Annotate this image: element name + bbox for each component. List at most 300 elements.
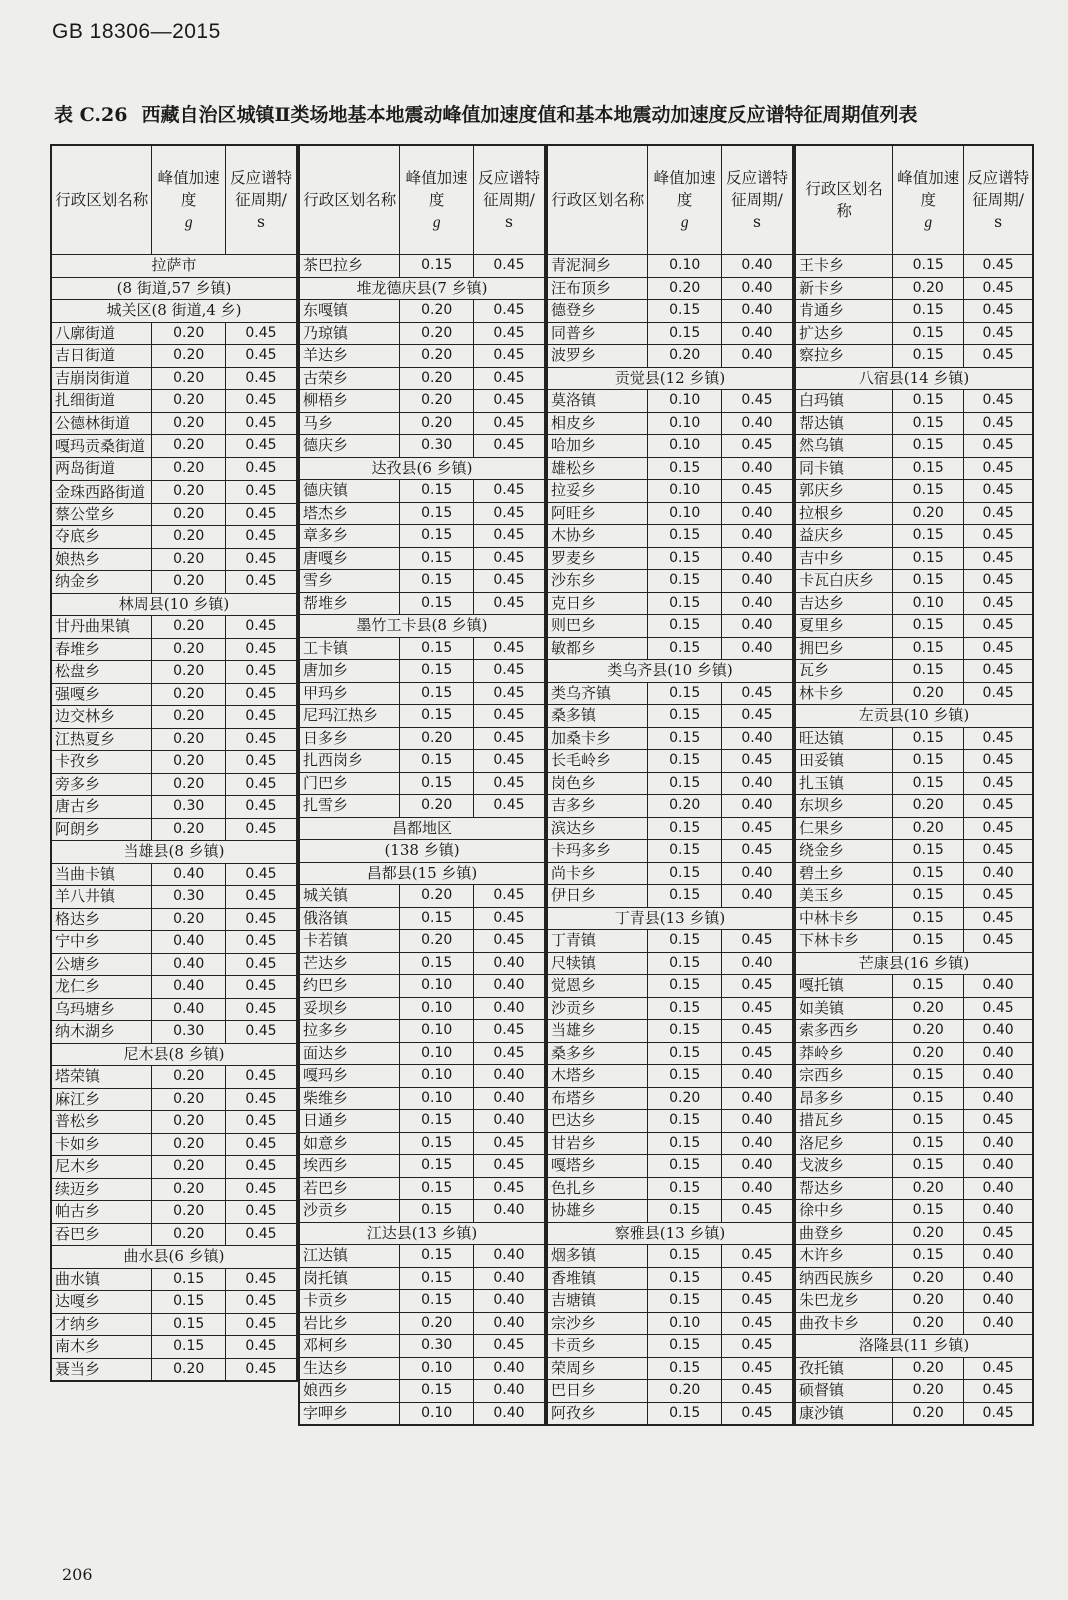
table-row — [300, 795, 545, 818]
peak-acceleration: 0.20 — [152, 638, 226, 661]
division-name: 木协乡 — [548, 525, 648, 548]
peak-acceleration: 0.10 — [648, 390, 722, 413]
division-name: 拉多乡 — [300, 1020, 400, 1043]
characteristic-period: 0.45 — [473, 345, 544, 368]
division-name: 面达乡 — [300, 1042, 400, 1065]
header-name: 行政区划名称 — [548, 146, 648, 255]
characteristic-period: 0.40 — [964, 1245, 1033, 1268]
table-row — [548, 705, 793, 728]
characteristic-period: 0.45 — [473, 322, 544, 345]
table-row — [300, 952, 545, 975]
peak-acceleration: 0.15 — [648, 1290, 722, 1313]
table-row — [796, 682, 1033, 705]
characteristic-period: 0.45 — [721, 705, 792, 728]
peak-acceleration: 0.15 — [648, 772, 722, 795]
region-heading-row — [796, 952, 1033, 975]
peak-acceleration: 0.20 — [152, 728, 226, 751]
peak-acceleration: 0.20 — [152, 480, 226, 503]
characteristic-period: 0.45 — [964, 322, 1033, 345]
header-pga-unit: g — [924, 213, 933, 231]
division-name: 仁果乡 — [796, 817, 893, 840]
table-row — [548, 322, 793, 345]
characteristic-period: 0.45 — [225, 1156, 296, 1179]
characteristic-period: 0.45 — [225, 863, 296, 886]
characteristic-period: 0.40 — [964, 1042, 1033, 1065]
division-name: 工卡镇 — [300, 637, 400, 660]
division-name: 莫洛镇 — [548, 390, 648, 413]
characteristic-period: 0.40 — [473, 1290, 544, 1313]
peak-acceleration: 0.20 — [893, 682, 964, 705]
table-row — [548, 1087, 793, 1110]
table-row — [796, 975, 1033, 998]
table-row — [548, 1245, 793, 1268]
division-name: 纳金乡 — [52, 571, 152, 594]
characteristic-period: 0.45 — [964, 300, 1033, 323]
peak-acceleration: 0.20 — [893, 1290, 964, 1313]
characteristic-period: 0.45 — [225, 1066, 296, 1089]
division-name: 夏里乡 — [796, 615, 893, 638]
table-row — [300, 412, 545, 435]
characteristic-period: 0.40 — [721, 862, 792, 885]
table-row — [300, 547, 545, 570]
region-heading-row — [300, 840, 545, 863]
peak-acceleration: 0.15 — [893, 1065, 964, 1088]
table-row — [796, 412, 1033, 435]
division-name: 嘎塔乡 — [548, 1155, 648, 1178]
peak-acceleration: 0.15 — [648, 885, 722, 908]
division-name: 普松乡 — [52, 1111, 152, 1134]
characteristic-period: 0.40 — [964, 1290, 1033, 1313]
region-heading-row — [796, 1335, 1033, 1358]
characteristic-period: 0.45 — [964, 817, 1033, 840]
peak-acceleration: 0.15 — [893, 322, 964, 345]
table-row — [548, 1155, 793, 1178]
region-heading-row — [300, 277, 545, 300]
table-row — [52, 886, 297, 909]
table-row — [796, 637, 1033, 660]
table-row — [548, 480, 793, 503]
table-row — [548, 525, 793, 548]
characteristic-period: 0.45 — [225, 773, 296, 796]
peak-acceleration: 0.20 — [648, 1087, 722, 1110]
characteristic-period: 0.45 — [225, 751, 296, 774]
division-name: 王卡乡 — [796, 255, 893, 278]
table-row — [52, 1313, 297, 1336]
characteristic-period: 0.45 — [964, 502, 1033, 525]
characteristic-period: 0.40 — [721, 952, 792, 975]
table-row — [796, 345, 1033, 368]
region-heading-row — [548, 1222, 793, 1245]
table-row — [52, 435, 297, 458]
table-row — [548, 975, 793, 998]
characteristic-period: 0.40 — [473, 1065, 544, 1088]
division-name: 嘎玛贡桑街道 — [52, 435, 152, 458]
characteristic-period: 0.45 — [964, 840, 1033, 863]
division-name: 拥巴乡 — [796, 637, 893, 660]
peak-acceleration: 0.15 — [893, 975, 964, 998]
characteristic-period: 0.45 — [473, 502, 544, 525]
peak-acceleration: 0.15 — [648, 1402, 722, 1425]
division-name: 纳西民族乡 — [796, 1267, 893, 1290]
division-name: 拉根乡 — [796, 502, 893, 525]
division-name: 俄洛镇 — [300, 907, 400, 930]
table-row — [796, 727, 1033, 750]
characteristic-period: 0.45 — [473, 1042, 544, 1065]
characteristic-period: 0.45 — [721, 997, 792, 1020]
table-row — [300, 1335, 545, 1358]
peak-acceleration: 0.10 — [400, 1020, 474, 1043]
region-heading: 当雄县(8 乡镇) — [52, 841, 297, 864]
table-row — [548, 862, 793, 885]
table-row — [52, 1111, 297, 1134]
table-row — [52, 931, 297, 954]
division-name: 肯通乡 — [796, 300, 893, 323]
division-name: 白玛镇 — [796, 390, 893, 413]
characteristic-period: 0.40 — [964, 1155, 1033, 1178]
peak-acceleration: 0.15 — [400, 525, 474, 548]
characteristic-period: 0.45 — [225, 1133, 296, 1156]
peak-acceleration: 0.40 — [152, 976, 226, 999]
peak-acceleration: 0.15 — [648, 1132, 722, 1155]
table-row — [796, 1245, 1033, 1268]
characteristic-period: 0.45 — [225, 931, 296, 954]
characteristic-period: 0.45 — [964, 682, 1033, 705]
peak-acceleration: 0.15 — [893, 772, 964, 795]
table-row — [300, 660, 545, 683]
table-row — [300, 502, 545, 525]
peak-acceleration: 0.15 — [152, 1336, 226, 1359]
table-row — [52, 638, 297, 661]
peak-acceleration: 0.15 — [400, 682, 474, 705]
table-row — [300, 705, 545, 728]
peak-acceleration: 0.15 — [400, 502, 474, 525]
table-row — [548, 570, 793, 593]
peak-acceleration: 0.20 — [400, 412, 474, 435]
table-row — [548, 1267, 793, 1290]
characteristic-period: 0.45 — [473, 795, 544, 818]
division-name: 扩达乡 — [796, 322, 893, 345]
table-row — [548, 255, 793, 278]
peak-acceleration: 0.10 — [893, 592, 964, 615]
division-name: 戈波乡 — [796, 1155, 893, 1178]
characteristic-period: 0.45 — [964, 592, 1033, 615]
region-heading: 丁青县(13 乡镇) — [548, 907, 793, 930]
peak-acceleration: 0.20 — [152, 458, 226, 481]
peak-acceleration: 0.15 — [648, 1177, 722, 1200]
characteristic-period: 0.40 — [964, 1065, 1033, 1088]
data-table — [299, 145, 545, 1425]
peak-acceleration: 0.15 — [648, 1020, 722, 1043]
division-name: 朱巴龙乡 — [796, 1290, 893, 1313]
peak-acceleration: 0.15 — [400, 1200, 474, 1223]
peak-acceleration: 0.20 — [152, 706, 226, 729]
division-name: 德庆镇 — [300, 480, 400, 503]
division-name: 中林卡乡 — [796, 907, 893, 930]
division-name: 罗麦乡 — [548, 547, 648, 570]
division-name: 若巴乡 — [300, 1177, 400, 1200]
header-pga — [893, 146, 964, 255]
table-row — [796, 277, 1033, 300]
table-row — [52, 683, 297, 706]
peak-acceleration: 0.20 — [893, 1357, 964, 1380]
table-row — [300, 592, 545, 615]
region-heading-row — [52, 300, 297, 323]
characteristic-period: 0.40 — [721, 570, 792, 593]
division-name: 约巴乡 — [300, 975, 400, 998]
peak-acceleration: 0.40 — [152, 931, 226, 954]
division-name: 波罗乡 — [548, 345, 648, 368]
characteristic-period: 0.45 — [225, 390, 296, 413]
peak-acceleration: 0.20 — [152, 1178, 226, 1201]
table-row — [300, 1267, 545, 1290]
division-name: 卡如乡 — [52, 1133, 152, 1156]
table-row — [52, 390, 297, 413]
table-row — [300, 1290, 545, 1313]
peak-acceleration: 0.20 — [152, 661, 226, 684]
table-number: 表 C.26 — [54, 104, 128, 126]
peak-acceleration: 0.20 — [400, 367, 474, 390]
region-heading: (8 街道,57 乡镇) — [52, 277, 297, 300]
region-heading-row — [300, 862, 545, 885]
characteristic-period: 0.45 — [225, 1336, 296, 1359]
table-row — [548, 1110, 793, 1133]
characteristic-period: 0.45 — [721, 817, 792, 840]
characteristic-period: 0.45 — [964, 660, 1033, 683]
header-period-label: 反应谱特征周期/ — [477, 169, 540, 209]
peak-acceleration: 0.15 — [400, 255, 474, 278]
division-name: 措瓦乡 — [796, 1110, 893, 1133]
peak-acceleration: 0.30 — [152, 1021, 226, 1044]
division-name: 瓦乡 — [796, 660, 893, 683]
division-name: 马乡 — [300, 412, 400, 435]
table-column-4 — [794, 144, 1034, 1426]
characteristic-period: 0.45 — [225, 953, 296, 976]
characteristic-period: 0.40 — [964, 975, 1033, 998]
peak-acceleration: 0.15 — [400, 480, 474, 503]
division-name: 曲水镇 — [52, 1268, 152, 1291]
peak-acceleration: 0.15 — [400, 1110, 474, 1133]
division-name: 生达乡 — [300, 1357, 400, 1380]
characteristic-period: 0.40 — [721, 1177, 792, 1200]
characteristic-period: 0.40 — [721, 547, 792, 570]
table-row — [796, 502, 1033, 525]
peak-acceleration: 0.20 — [152, 526, 226, 549]
characteristic-period: 0.45 — [473, 907, 544, 930]
characteristic-period: 0.40 — [473, 1267, 544, 1290]
region-heading: 江达县(13 乡镇) — [300, 1222, 545, 1245]
peak-acceleration: 0.20 — [893, 997, 964, 1020]
characteristic-period: 0.45 — [964, 255, 1033, 278]
table-row — [796, 1020, 1033, 1043]
peak-acceleration: 0.15 — [648, 592, 722, 615]
division-name: 甘岩乡 — [548, 1132, 648, 1155]
characteristic-period: 0.40 — [473, 1402, 544, 1425]
characteristic-period: 0.45 — [473, 570, 544, 593]
division-name: 加桑卡乡 — [548, 727, 648, 750]
region-heading-row — [52, 1043, 297, 1066]
characteristic-period: 0.45 — [225, 435, 296, 458]
region-heading-row — [52, 255, 297, 278]
division-name: 觉恩乡 — [548, 975, 648, 998]
characteristic-period: 0.45 — [225, 480, 296, 503]
division-name: 帮达乡 — [796, 1177, 893, 1200]
table-row — [548, 1380, 793, 1403]
characteristic-period: 0.40 — [473, 1357, 544, 1380]
division-name: 吞巴乡 — [52, 1223, 152, 1246]
characteristic-period: 0.40 — [721, 885, 792, 908]
characteristic-period: 0.40 — [721, 772, 792, 795]
peak-acceleration: 0.15 — [893, 660, 964, 683]
characteristic-period: 0.45 — [473, 930, 544, 953]
table-row — [548, 277, 793, 300]
table-row — [548, 1200, 793, 1223]
peak-acceleration: 0.10 — [400, 1402, 474, 1425]
division-name: 桑多镇 — [548, 705, 648, 728]
characteristic-period: 0.45 — [721, 930, 792, 953]
header-period — [721, 146, 792, 255]
peak-acceleration: 0.20 — [152, 571, 226, 594]
characteristic-period: 0.45 — [473, 1020, 544, 1043]
peak-acceleration: 0.20 — [893, 1380, 964, 1403]
table-row — [548, 390, 793, 413]
division-name: 唐嘎乡 — [300, 547, 400, 570]
table-row — [548, 1177, 793, 1200]
table-row — [52, 1291, 297, 1314]
peak-acceleration: 0.20 — [648, 795, 722, 818]
peak-acceleration: 0.20 — [400, 885, 474, 908]
table-row — [796, 772, 1033, 795]
peak-acceleration: 0.15 — [648, 547, 722, 570]
peak-acceleration: 0.15 — [400, 570, 474, 593]
peak-acceleration: 0.15 — [648, 525, 722, 548]
table-row — [300, 885, 545, 908]
peak-acceleration: 0.10 — [648, 435, 722, 458]
header-pga — [648, 146, 722, 255]
characteristic-period: 0.45 — [964, 885, 1033, 908]
characteristic-period: 0.40 — [473, 997, 544, 1020]
region-heading: 尼木县(8 乡镇) — [52, 1043, 297, 1066]
table-row — [52, 1268, 297, 1291]
division-name: 烟多镇 — [548, 1245, 648, 1268]
peak-acceleration: 0.15 — [893, 345, 964, 368]
division-name: 夺底乡 — [52, 526, 152, 549]
table-row — [52, 706, 297, 729]
peak-acceleration: 0.15 — [648, 1110, 722, 1133]
peak-acceleration: 0.20 — [893, 795, 964, 818]
table-row — [52, 818, 297, 841]
peak-acceleration: 0.20 — [152, 322, 226, 345]
division-name: 江热夏乡 — [52, 728, 152, 751]
division-name: 嘎玛乡 — [300, 1065, 400, 1088]
table-column-3 — [546, 144, 794, 1426]
peak-acceleration: 0.20 — [648, 345, 722, 368]
division-name: 羊达乡 — [300, 345, 400, 368]
table-row — [548, 1335, 793, 1358]
division-name: 章多乡 — [300, 525, 400, 548]
table-row — [300, 300, 545, 323]
peak-acceleration: 0.15 — [400, 907, 474, 930]
division-name: 香堆镇 — [548, 1267, 648, 1290]
characteristic-period: 0.40 — [721, 1087, 792, 1110]
table-row — [52, 1156, 297, 1179]
characteristic-period: 0.45 — [473, 525, 544, 548]
region-heading: 曲水县(6 乡镇) — [52, 1246, 297, 1269]
characteristic-period: 0.40 — [964, 1200, 1033, 1223]
region-heading: 左贡县(10 乡镇) — [796, 705, 1033, 728]
peak-acceleration: 0.20 — [893, 1267, 964, 1290]
peak-acceleration: 0.15 — [893, 637, 964, 660]
division-name: 扎西岗乡 — [300, 750, 400, 773]
peak-acceleration: 0.15 — [400, 1155, 474, 1178]
header-name: 行政区划名称 — [796, 146, 893, 255]
header-pga — [400, 146, 474, 255]
division-name: 岗色乡 — [548, 772, 648, 795]
peak-acceleration: 0.15 — [400, 1267, 474, 1290]
peak-acceleration: 0.15 — [152, 1313, 226, 1336]
division-name: 松盘乡 — [52, 661, 152, 684]
peak-acceleration: 0.20 — [400, 930, 474, 953]
division-name: 长毛岭乡 — [548, 750, 648, 773]
characteristic-period: 0.45 — [225, 503, 296, 526]
peak-acceleration: 0.20 — [152, 548, 226, 571]
peak-acceleration: 0.10 — [648, 255, 722, 278]
characteristic-period: 0.40 — [964, 1267, 1033, 1290]
characteristic-period: 0.40 — [721, 277, 792, 300]
peak-acceleration: 0.15 — [648, 930, 722, 953]
region-heading-row — [548, 907, 793, 930]
division-name: 宗西乡 — [796, 1065, 893, 1088]
standard-code: GB 18306—2015 — [52, 20, 221, 43]
division-name: 沙东乡 — [548, 570, 648, 593]
peak-acceleration: 0.15 — [893, 862, 964, 885]
division-name: 日通乡 — [300, 1110, 400, 1133]
division-name: 八廓街道 — [52, 322, 152, 345]
table-row — [548, 750, 793, 773]
characteristic-period: 0.45 — [225, 412, 296, 435]
division-name: 相皮乡 — [548, 412, 648, 435]
table-row — [300, 1402, 545, 1425]
table-row — [548, 637, 793, 660]
characteristic-period: 0.45 — [225, 322, 296, 345]
division-name: 康沙镇 — [796, 1402, 893, 1425]
division-name: 尚卡乡 — [548, 862, 648, 885]
peak-acceleration: 0.15 — [648, 615, 722, 638]
peak-acceleration: 0.15 — [400, 750, 474, 773]
table-row — [300, 1110, 545, 1133]
characteristic-period: 0.45 — [964, 435, 1033, 458]
table-row — [548, 682, 793, 705]
peak-acceleration: 0.20 — [893, 1312, 964, 1335]
peak-acceleration: 0.20 — [152, 1201, 226, 1224]
table-row — [796, 547, 1033, 570]
division-name: 硕督镇 — [796, 1380, 893, 1403]
division-name: 江达镇 — [300, 1245, 400, 1268]
characteristic-period: 0.45 — [473, 660, 544, 683]
table-row — [548, 435, 793, 458]
table-row — [796, 1380, 1033, 1403]
characteristic-period: 0.45 — [473, 727, 544, 750]
division-name: 阿朗乡 — [52, 818, 152, 841]
characteristic-period: 0.40 — [964, 1132, 1033, 1155]
table-row — [548, 1132, 793, 1155]
table-row — [796, 817, 1033, 840]
division-name: 曲登乡 — [796, 1222, 893, 1245]
division-name: 帮堆乡 — [300, 592, 400, 615]
peak-acceleration: 0.15 — [893, 727, 964, 750]
region-heading-row — [52, 593, 297, 616]
division-name: 娘热乡 — [52, 548, 152, 571]
division-name: 徐中乡 — [796, 1200, 893, 1223]
